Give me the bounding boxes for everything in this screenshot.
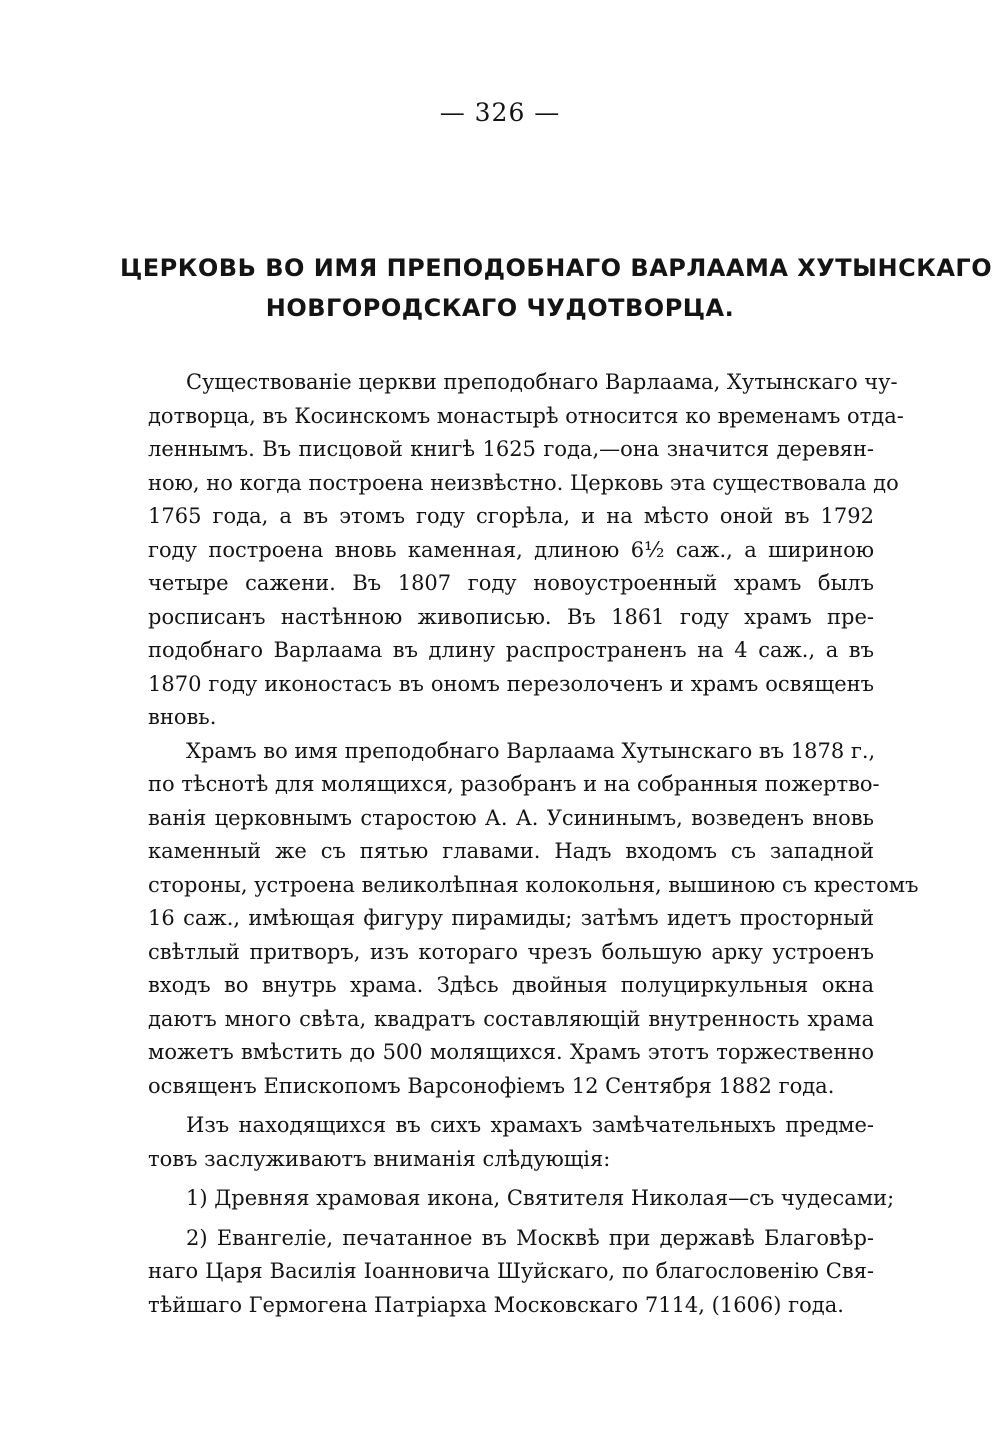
text-line: ною, но когда построена неизвѣстно. Церковь эта существовала до (148, 470, 899, 495)
text-line: дотворца, въ Косинскомъ монастырѣ относится ко временамъ отда- (148, 403, 904, 428)
text-line: стороны, устроена великолѣпная колокольня, вышиною съ крестомъ (148, 872, 919, 897)
list-item (148, 1222, 874, 1323)
text-line: тѣйшаго Гермогена Патріарха Московскаго 7114, (1606) года. (148, 1292, 844, 1317)
text-line: товъ заслуживаютъ вниманія слѣдующія: (148, 1146, 611, 1171)
text-line: Храмъ во имя преподобнаго Варлаама Хутынскаго въ 1878 г., (186, 738, 876, 763)
text-line: 16 саж., имѣющая фигуру пирамиды; затѣмъ идетъ просторный (148, 906, 874, 930)
paragraph (148, 366, 904, 735)
text-line: можетъ вмѣстить до 500 молящихся. Храмъ этотъ торжественно (148, 1040, 874, 1064)
chapter-title-line-2: НОВГОРОДСКАГО ЧУДОТВОРЦА. (265, 294, 735, 322)
paragraph (148, 735, 919, 1104)
text-line: 1) Древняя храмовая икона, Святителя Николая—съ чудесами; (186, 1186, 895, 1210)
text-line: каменный же съ пятью главами. Надъ входомъ съ западной (148, 839, 874, 863)
text-line: 1870 году иконостасъ въ ономъ перезолоченъ и храмъ освященъ (148, 671, 874, 696)
page-number: — 326 — (439, 98, 561, 127)
text-line: ванія церковнымъ старостою А. А. Усининымъ, возведенъ вновь (148, 805, 874, 830)
chapter-title-line-1: ЦЕРКОВЬ ВО ИМЯ ПРЕПОДОБНАГО ВАРЛААМА ХУТЫНСКАГО (120, 254, 993, 282)
chapter-title (120, 248, 993, 328)
text-line: Изъ находящихся въ сихъ храмахъ замѣчательныхъ предме- (186, 1113, 874, 1137)
text-line: году построена вновь каменная, длиною 6½ саж., а шириною (148, 537, 874, 562)
text-line: подобнаго Варлаама въ длину распространенъ на 4 саж., а въ (148, 638, 874, 662)
body-text (148, 366, 919, 1322)
text-line: даютъ много свѣта, квадратъ составляющій внутренность храма (148, 1006, 874, 1031)
text-line: 1765 года, а въ этомъ году сгорѣла, и на мѣсто оной въ 1792 (148, 504, 874, 528)
text-line: освященъ Епископомъ Варсонофіемъ 12 Сентября 1882 года. (148, 1073, 835, 1098)
text-line: свѣтлый притворъ, изъ котораго чрезъ большую арку устроенъ (148, 939, 874, 964)
text-line: четыре сажени. Въ 1807 году новоустроенный храмъ былъ (148, 571, 874, 595)
list-item (148, 1182, 895, 1216)
text-line: по тѣснотѣ для молящихся, разобранъ и на собранныя пожертво- (148, 772, 880, 796)
paragraph (148, 1109, 874, 1176)
text-line: вновь. (148, 705, 217, 729)
text-line: росписанъ настѣнною живописью. Въ 1861 году храмъ пре- (148, 604, 874, 629)
text-line: Существованіе церкви преподобнаго Варлаама, Хутынскаго чу- (186, 370, 898, 394)
text-line: входъ во внутрь храма. Здѣсь двойныя полуциркульныя окна (148, 973, 874, 997)
text-line: наго Царя Василія Іоанновича Шуйскаго, по благословенію Свя- (148, 1259, 874, 1283)
text-line: леннымъ. Въ писцовой книгѣ 1625 года,—она значится деревян- (148, 437, 874, 461)
text-line: 2) Евангеліе, печатанное въ Москвѣ при державѣ Благовѣр- (186, 1225, 874, 1250)
